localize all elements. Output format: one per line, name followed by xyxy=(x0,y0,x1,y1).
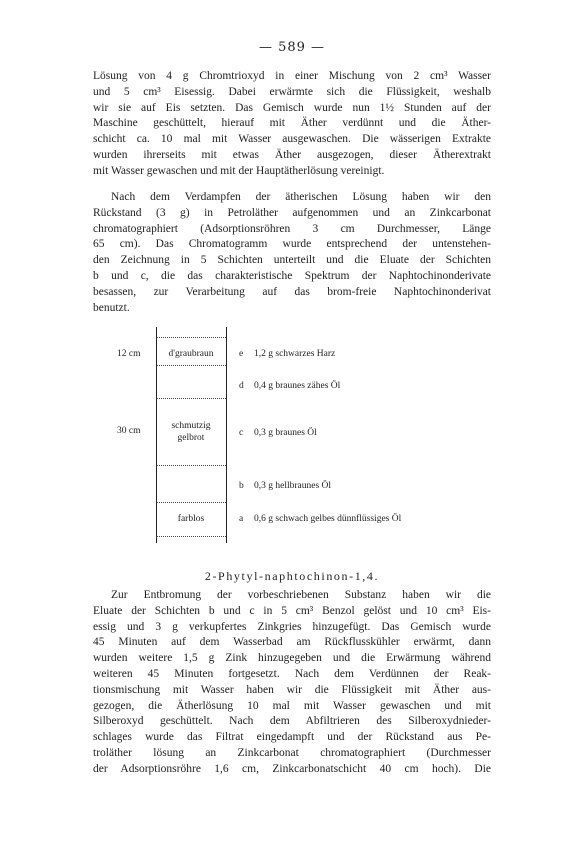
text-line: wir sie auf Eis setzten. Das Gemisch wurde nun 1½ Stunden auf der xyxy=(93,101,491,114)
text-line: wurden ihrerseits mit etwas Äther ausgezogen, dieser Ätherextrakt xyxy=(93,148,491,161)
text-line: besassen, zur Verarbeitung auf das brom-freie Naphtochinonderivat xyxy=(93,285,491,298)
fraction-letter: c xyxy=(239,428,244,438)
fraction-letter: d xyxy=(239,381,244,391)
zone-divider xyxy=(156,536,226,537)
height-label: 30 cm xyxy=(117,426,141,436)
fraction-description: 0,3 g braunes Öl xyxy=(254,428,317,438)
zone-divider xyxy=(156,465,226,466)
zone-color-label: d'graubraun xyxy=(168,349,214,359)
height-label: 12 cm xyxy=(117,349,141,359)
text-line: troläther lösung an Zinkcarbonat chromatographiert (Durchmesser xyxy=(93,746,491,759)
text-line: Maschine geschüttelt, hierauf mit Äther verdünnt und die Äther- xyxy=(93,117,491,130)
text-line: schicht ca. 10 mal mit Wasser ausgewaschen. Die wässerigen Extrakte xyxy=(93,133,491,146)
text-line: essig und 3 g verkupfertes Zinkgries hinzugefügt. Das Gemisch wurde xyxy=(93,620,491,633)
zone-divider xyxy=(156,502,226,503)
tube-right-wall xyxy=(226,327,227,543)
text-line: Eluate der Schichten b und c in 5 cm³ Benzol gelöst und 10 cm³ Eis- xyxy=(93,604,491,617)
text-line: benutzt. xyxy=(93,301,130,314)
text-line: Lösung von 4 g Chromtrioxyd in einer Mischung von 2 cm³ Wasser xyxy=(93,70,491,82)
text-line: den Zeichnung in 5 Schichten unterteilt und die Eluate der Schichten xyxy=(93,254,491,267)
text-line: gezogen, die Ätherlösung 10 mal mit Wasser gewaschen und mit xyxy=(93,699,491,712)
text-line: der Adsorptionsröhre 1,6 cm, Zinkcarbonatschicht 40 cm hoch). Die xyxy=(93,762,491,775)
section-heading: 2-Phytyl-naphtochinon-1,4. xyxy=(204,569,380,583)
fraction-description: 0,4 g braunes zähes Öl xyxy=(254,381,341,391)
fraction-letter: e xyxy=(239,349,244,359)
text-line: 65 cm). Das Chromatogramm wurde entsprechend der untenstehen- xyxy=(93,238,491,251)
zone-divider xyxy=(156,337,226,338)
text-line: schlages wurde das Filtrat eingedampft und der Rückstand aus Pe- xyxy=(93,731,491,744)
fraction-description: 1,2 g schwarzes Harz xyxy=(254,349,336,359)
text-line: Rückstand (3 g) in Petroläther aufgenommen und an Zinkcarbonat xyxy=(93,206,491,219)
fraction-letter: a xyxy=(239,514,244,524)
paragraph-2 xyxy=(93,190,491,316)
text-line: tionsmischung mit Wasser haben wir die Flüssigkeit mit Äther aus- xyxy=(93,683,491,696)
fraction-description: 0,3 g hellbraunes Öl xyxy=(254,481,332,491)
text-line: Nach dem Verdampfen der ätherischen Lösung haben wir den xyxy=(111,191,491,203)
tube-left-wall xyxy=(156,327,157,543)
text-line: 45 Minuten auf dem Wasserbad am Rückflusskühler erwärmt, dann xyxy=(93,636,491,649)
text-line: und 5 cm³ Eisessig. Dabei erwärmte sich die Flüssigkeit, weshalb xyxy=(93,85,491,98)
text-line: mit Wasser gewaschen und mit der Hauptätherlösung vereinigt. xyxy=(93,164,385,177)
text-line: Zur Entbromung der vorbeschriebenen Substanz haben wir die xyxy=(111,589,491,601)
zone-color-label: schmutzig xyxy=(171,421,211,431)
text-line: weiteren 45 Minuten fortgesetzt. Nach dem Verdünnen der Reak- xyxy=(93,667,491,680)
paragraph-3 xyxy=(93,588,491,778)
text-line: chromatographiert (Adsorptionsröhren 3 cm Durchmesser, Länge xyxy=(93,222,491,235)
text-line: Silberoxyd geschüttelt. Nach dem Abfiltrieren des Silberoxydnieder- xyxy=(93,715,491,728)
fraction-letter: b xyxy=(239,481,244,491)
fraction-description: 0,6 g schwach gelbes dünnflüssiges Öl xyxy=(254,514,402,524)
zone-color-label: farblos xyxy=(177,514,205,524)
page-number: — 589 — xyxy=(258,40,326,55)
paragraph-1 xyxy=(93,69,491,180)
zone-color-label: gelbrot xyxy=(177,433,205,443)
text-line: wurden weitere 1,5 g Zink hinzugegeben und die Erwärmung während xyxy=(93,652,491,665)
zone-divider xyxy=(156,365,226,366)
text-line: b und c, die das charakteristische Spektrum der Naphtochinonderivate xyxy=(93,269,491,282)
zone-divider xyxy=(156,398,226,399)
